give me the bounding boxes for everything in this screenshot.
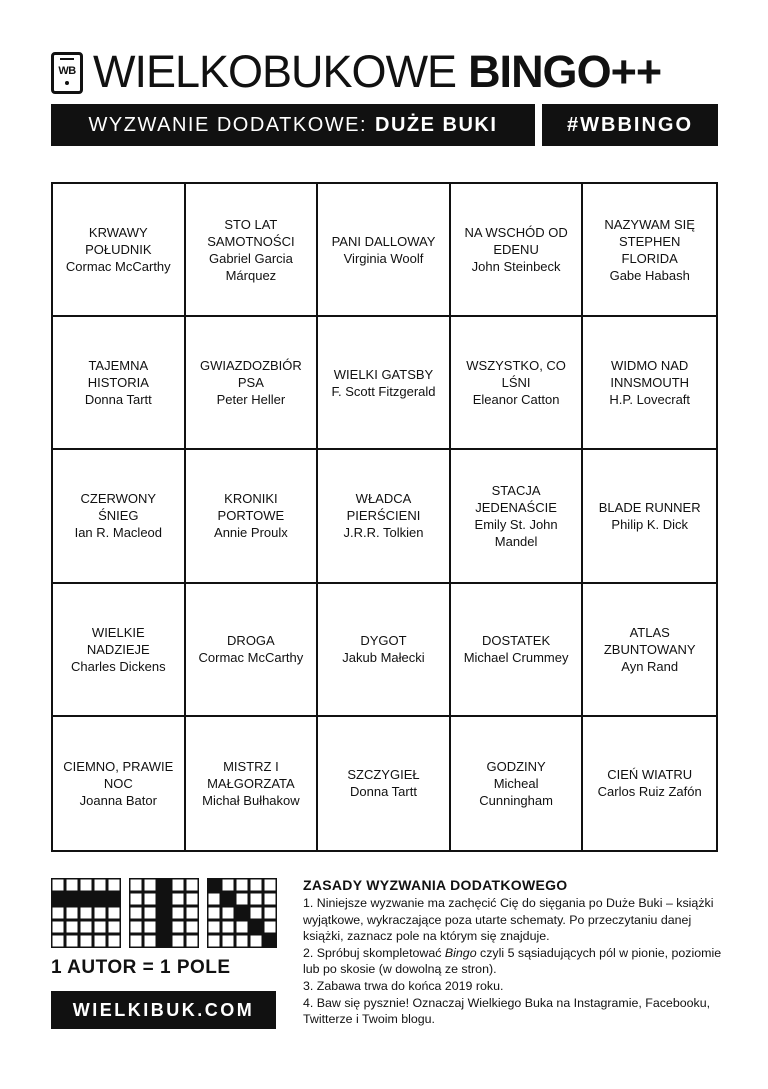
mini-cell xyxy=(172,907,185,920)
mini-cell xyxy=(80,935,93,948)
book-author: Virginia Woolf xyxy=(343,250,424,266)
bingo-cell[interactable] xyxy=(583,584,716,717)
mini-cell xyxy=(172,879,185,892)
mini-cell xyxy=(222,935,235,948)
book-author: J.R.R. Tolkien xyxy=(343,525,424,541)
mini-cell xyxy=(222,879,235,892)
book-title: NAZYWAM SIĘ STEPHEN FLORIDA xyxy=(604,216,695,266)
example-grid-column xyxy=(129,878,199,948)
bingo-cell[interactable] xyxy=(451,584,584,717)
book-title: WIDMO NAD INNSMOUTH xyxy=(610,358,690,391)
mini-cell xyxy=(222,921,235,934)
mini-cell-filled xyxy=(250,921,263,934)
book-author: Ayn Rand xyxy=(621,658,679,674)
mini-cell-filled xyxy=(108,893,121,906)
book-author: Donna Tartt xyxy=(84,392,152,408)
mini-cell-filled xyxy=(208,879,221,892)
logo-dot xyxy=(65,81,69,85)
mini-cell xyxy=(94,879,107,892)
mini-cell xyxy=(94,935,107,948)
bingo-cell[interactable] xyxy=(318,450,451,583)
mini-cell xyxy=(236,879,249,892)
mini-cell xyxy=(250,907,263,920)
bingo-cell[interactable] xyxy=(583,717,716,850)
book-title: WIELKIE NADZIEJE xyxy=(86,624,150,657)
book-author: Michał Bułhakow xyxy=(202,792,300,808)
mini-cell xyxy=(264,879,277,892)
book-title: CIEŃ WIATRU xyxy=(607,767,693,783)
mini-cell xyxy=(236,921,249,934)
mini-cell xyxy=(264,893,277,906)
mini-cell-filled xyxy=(236,907,249,920)
book-author: F. Scott Fitzgerald xyxy=(331,383,436,399)
mini-cell xyxy=(52,921,65,934)
mini-cell-filled xyxy=(158,893,171,906)
mini-cell xyxy=(94,907,107,920)
mini-cell-filled xyxy=(52,893,65,906)
book-author: H.P. Lovecraft xyxy=(609,392,691,408)
logo-icon xyxy=(51,52,83,94)
mini-cell xyxy=(172,921,185,934)
mini-cell xyxy=(250,879,263,892)
rule-2-after: czyli 5 sąsiadujących pól w pionie, poziomie lub po skosie (w dowolną ze stron). xyxy=(303,945,722,977)
mini-cell-filled xyxy=(158,907,171,920)
bingo-cell[interactable] xyxy=(53,717,186,850)
book-title: WIELKI GATSBY xyxy=(333,366,434,382)
bingo-cell[interactable] xyxy=(583,184,716,317)
book-title: KRWAWY POŁUDNIK xyxy=(85,225,152,258)
mini-cell-filled xyxy=(94,893,107,906)
mini-cell-filled xyxy=(158,921,171,934)
book-title: DYGOT xyxy=(360,633,407,649)
mini-cell-filled xyxy=(66,893,79,906)
book-title: WŁADCA PIERŚCIENI xyxy=(346,491,421,524)
mini-cell xyxy=(52,935,65,948)
rules-title: ZASADY WYZWANIA DODATKOWEGO xyxy=(303,877,568,893)
book-author: Cormac McCarthy xyxy=(65,259,171,275)
book-author: John Steinbeck xyxy=(471,259,561,275)
mini-cell xyxy=(250,935,263,948)
book-title: TAJEMNA HISTORIA xyxy=(87,358,149,391)
book-title: NA WSCHÓD OD EDENU xyxy=(464,225,568,258)
mini-cell xyxy=(108,935,121,948)
mini-cell xyxy=(66,879,79,892)
example-grid-diagonal xyxy=(207,878,277,948)
book-author: Gabriel Garcia Márquez xyxy=(208,250,293,283)
mini-cell xyxy=(130,893,143,906)
logo-bar xyxy=(60,58,74,60)
mini-cell-filled xyxy=(158,879,171,892)
mini-cell xyxy=(186,907,199,920)
mini-cell xyxy=(172,893,185,906)
mini-cell xyxy=(208,921,221,934)
book-author: Annie Proulx xyxy=(214,525,288,541)
rules-section xyxy=(303,877,723,1028)
bingo-cell[interactable] xyxy=(318,584,451,717)
mini-cell xyxy=(66,907,79,920)
book-title: KRONIKI PORTOWE xyxy=(217,491,285,524)
mini-cell xyxy=(172,935,185,948)
mini-cell xyxy=(236,935,249,948)
mini-grid-svg xyxy=(207,878,277,948)
mini-cell xyxy=(66,935,79,948)
book-title: DROGA xyxy=(227,633,275,649)
mini-cell xyxy=(144,907,157,920)
book-author: Joanna Bator xyxy=(79,792,157,808)
logo-text: WB xyxy=(58,64,76,77)
mini-cell xyxy=(144,879,157,892)
bingo-cell[interactable] xyxy=(186,717,319,850)
bingo-cell[interactable] xyxy=(53,184,186,317)
bingo-cell[interactable] xyxy=(186,317,319,450)
mini-cell xyxy=(94,921,107,934)
mini-cell xyxy=(250,893,263,906)
mini-cell xyxy=(108,879,121,892)
mini-cell xyxy=(236,893,249,906)
book-title: WSZYSTKO, CO LŚNI xyxy=(466,358,566,391)
mini-cell xyxy=(208,893,221,906)
bingo-cell[interactable] xyxy=(318,317,451,450)
book-title: CIEMNO, PRAWIE NOC xyxy=(63,758,174,791)
book-author: Peter Heller xyxy=(216,392,286,408)
mini-cell xyxy=(130,879,143,892)
rule-2-before: 2. Spróbuj skompletować xyxy=(303,945,445,960)
book-title: CZERWONY ŚNIEG xyxy=(80,491,157,524)
mini-cell xyxy=(186,893,199,906)
title-regular: WIELKOBUKOWE xyxy=(93,46,457,97)
mini-cell xyxy=(130,935,143,948)
mini-cell xyxy=(108,907,121,920)
mini-cell xyxy=(208,935,221,948)
book-title: STACJA JEDENAŚCIE xyxy=(475,482,557,515)
book-title: DOSTATEK xyxy=(482,633,551,649)
bingo-grid xyxy=(51,182,718,852)
mini-cell xyxy=(66,921,79,934)
book-title: ATLAS ZBUNTOWANY xyxy=(603,624,696,657)
rule-2-em: Bingo xyxy=(444,945,477,960)
rule-3: 3. Zabawa trwa do końca 2019 roku. xyxy=(303,978,504,993)
book-author: Cormac McCarthy xyxy=(198,650,304,666)
hashtag-banner: #WBBINGO xyxy=(542,104,718,146)
book-title: PANI DALLOWAY xyxy=(331,233,436,249)
mini-cell xyxy=(52,907,65,920)
mini-cell xyxy=(144,893,157,906)
book-author: Eleanor Catton xyxy=(472,392,560,408)
rule-2 xyxy=(303,945,723,978)
challenge-banner xyxy=(51,104,535,146)
mini-cell xyxy=(144,921,157,934)
bingo-cell[interactable] xyxy=(53,584,186,717)
bingo-cell[interactable] xyxy=(186,450,319,583)
book-author: Donna Tartt xyxy=(350,784,417,800)
bingo-cell[interactable] xyxy=(451,450,584,583)
mini-cell xyxy=(52,879,65,892)
book-author: Carlos Ruiz Zafón xyxy=(597,784,702,800)
book-title: GODZINY xyxy=(486,758,546,774)
mini-cell xyxy=(80,907,93,920)
book-author: Emily St. John Mandel xyxy=(474,516,558,549)
page-title xyxy=(93,44,661,100)
bingo-cell[interactable] xyxy=(186,584,319,717)
mini-cell xyxy=(186,879,199,892)
bingo-cell[interactable] xyxy=(53,450,186,583)
rule-4: 4. Baw się pysznie! Oznaczaj Wielkiego Buka na Instagramie, Facebooku, Twitterze i Twoim blogu. xyxy=(303,995,711,1027)
mini-cell xyxy=(130,921,143,934)
mini-cell-filled xyxy=(80,893,93,906)
one-author-rule: 1 AUTOR = 1 POLE xyxy=(51,957,231,978)
book-title: STO LAT SAMOTNOŚCI xyxy=(207,216,295,249)
bingo-cell[interactable] xyxy=(583,317,716,450)
mini-cell xyxy=(222,907,235,920)
mini-cell-filled xyxy=(264,935,277,948)
bingo-cell[interactable] xyxy=(53,317,186,450)
mini-cell xyxy=(186,935,199,948)
mini-cell-filled xyxy=(222,893,235,906)
mini-cell xyxy=(80,879,93,892)
bingo-cell[interactable] xyxy=(451,717,584,850)
book-author: Charles Dickens xyxy=(70,658,166,674)
bingo-cell[interactable] xyxy=(451,184,584,317)
example-grid-row xyxy=(51,878,121,948)
book-author: Gabe Habash xyxy=(609,267,690,283)
book-author: Micheal Cunningham xyxy=(479,775,553,808)
mini-cell xyxy=(80,921,93,934)
mini-cell xyxy=(144,935,157,948)
mini-cell xyxy=(208,907,221,920)
mini-cell xyxy=(264,907,277,920)
bingo-cell[interactable] xyxy=(186,184,319,317)
book-title: SZCZYGIEŁ xyxy=(347,767,420,783)
website-link[interactable]: WIELKIBUK.COM xyxy=(51,991,276,1029)
mini-cell xyxy=(186,921,199,934)
title-bold: BINGO++ xyxy=(468,46,662,97)
challenge-prefix: WYZWANIE DODATKOWE: xyxy=(88,113,368,136)
mini-cell xyxy=(130,907,143,920)
mini-cell-filled xyxy=(158,935,171,948)
bingo-cell[interactable] xyxy=(318,184,451,317)
book-title: GWIAZDOZBIÓR PSA xyxy=(199,358,302,391)
bingo-cell[interactable] xyxy=(451,317,584,450)
book-author: Philip K. Dick xyxy=(611,516,688,532)
book-author: Jakub Małecki xyxy=(342,650,425,666)
mini-grid-svg xyxy=(51,878,121,948)
book-title: BLADE RUNNER xyxy=(598,499,701,515)
rule-1: 1. Niniejsze wyzwanie ma zachęcić Cię do sięgania po Duże Buki – książki wyjątkowe, wykraczające poza utarte schematy. Po przeczytaniu danej książki, zaznacz pole na którym się znajduje. xyxy=(303,896,714,944)
book-author: Michael Crummey xyxy=(463,650,569,666)
challenge-name: DUŻE BUKI xyxy=(375,113,498,136)
mini-grid-svg xyxy=(129,878,199,948)
mini-cell xyxy=(264,921,277,934)
mini-cell xyxy=(108,921,121,934)
book-author: Ian R. Macleod xyxy=(74,525,163,541)
bingo-cell[interactable] xyxy=(583,450,716,583)
book-title: MISTRZ I MAŁGORZATA xyxy=(207,758,295,791)
bingo-cell[interactable] xyxy=(318,717,451,850)
